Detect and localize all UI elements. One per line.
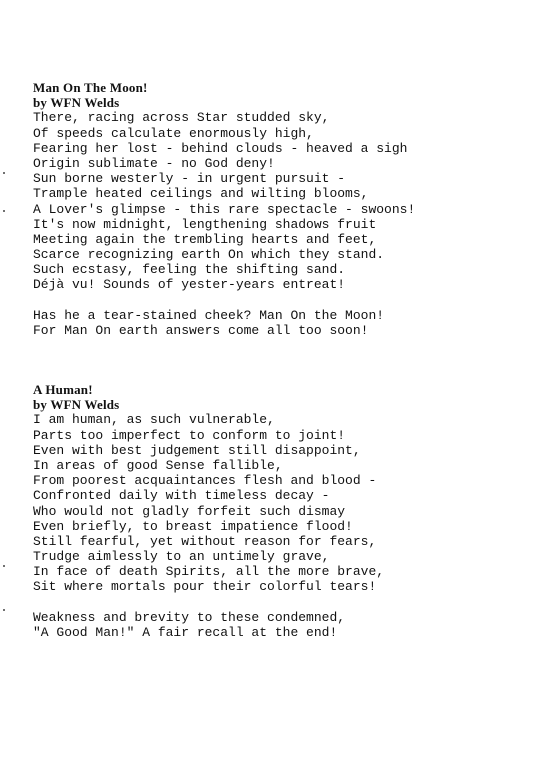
poem-title: A Human!	[33, 382, 93, 397]
verse-line: It's now midnight, lengthening shadows fruit	[33, 216, 377, 232]
verse-line: Even briefly, to breast impatience flood!	[33, 518, 353, 534]
poem-byline: by WFN Welds	[33, 95, 120, 111]
verse-line: Even with best judgement still disappoint,	[33, 442, 361, 458]
verse-line: Of speeds calculate enormously high,	[33, 125, 314, 141]
verse-line: Meeting again the trembling hearts and feet,	[33, 231, 377, 247]
stanza	[33, 610, 384, 640]
margin-speck	[3, 210, 5, 212]
verse-line: Such ecstasy, feeling the shifting sand.	[33, 262, 346, 278]
verse-line: Parts too imperfect to conform to joint!	[33, 427, 346, 443]
verse-line: Trample heated ceilings and wilting blooms,	[33, 186, 369, 202]
stanza-gap	[33, 595, 384, 610]
verse-line: In face of death Spirits, all the more brave,	[33, 564, 385, 580]
margin-speck	[3, 172, 5, 174]
verse-line: In areas of good Sense fallible,	[33, 457, 283, 473]
verse-line: Trudge aimlessly to an untimely grave,	[33, 549, 330, 565]
verse-line: Who would not gladly forfeit such dismay	[33, 503, 346, 519]
verse-line: "A Good Man!" A fair recall at the end!	[33, 625, 338, 640]
verse-line: From poorest acquaintances flesh and blood -	[33, 473, 377, 489]
poem-byline: by WFN Welds	[33, 397, 120, 413]
verse-line: Confronted daily with timeless decay -	[33, 488, 330, 504]
verse-line: There, racing across Star studded sky,	[33, 110, 330, 126]
stanza	[33, 308, 415, 338]
margin-speck	[3, 609, 5, 611]
verse-line: Sit where mortals pour their colorful tears!	[33, 579, 377, 595]
stanza-gap	[33, 293, 415, 308]
verse-line: Has he a tear-stained cheek? Man On the Moon!	[33, 307, 385, 323]
verse-line: I am human, as such vulnerable,	[33, 412, 275, 428]
margin-speck	[3, 565, 5, 567]
verse-line: Déjà vu! Sounds of yester-years entreat!	[33, 277, 346, 293]
verse-line: Fearing her lost - behind clouds - heaved a sigh	[33, 140, 408, 156]
verse-line: Scarce recognizing earth On which they stand.	[33, 247, 385, 263]
poem-man-on-the-moon	[33, 80, 415, 338]
stanza	[33, 412, 384, 594]
verse-line: A Lover's glimpse - this rare spectacle - swoons!	[33, 201, 416, 217]
verse-line: Origin sublimate - no God deny!	[33, 155, 275, 171]
poem-title: Man On The Moon!	[33, 80, 148, 95]
verse-line: For Man On earth answers come all too soon!	[33, 323, 369, 338]
verse-line: Weakness and brevity to these condemned,	[33, 609, 346, 625]
poem-a-human	[33, 382, 384, 640]
verse-line: Sun borne westerly - in urgent pursuit -	[33, 171, 346, 187]
verse-line: Still fearful, yet without reason for fears,	[33, 533, 377, 549]
stanza	[33, 110, 415, 292]
